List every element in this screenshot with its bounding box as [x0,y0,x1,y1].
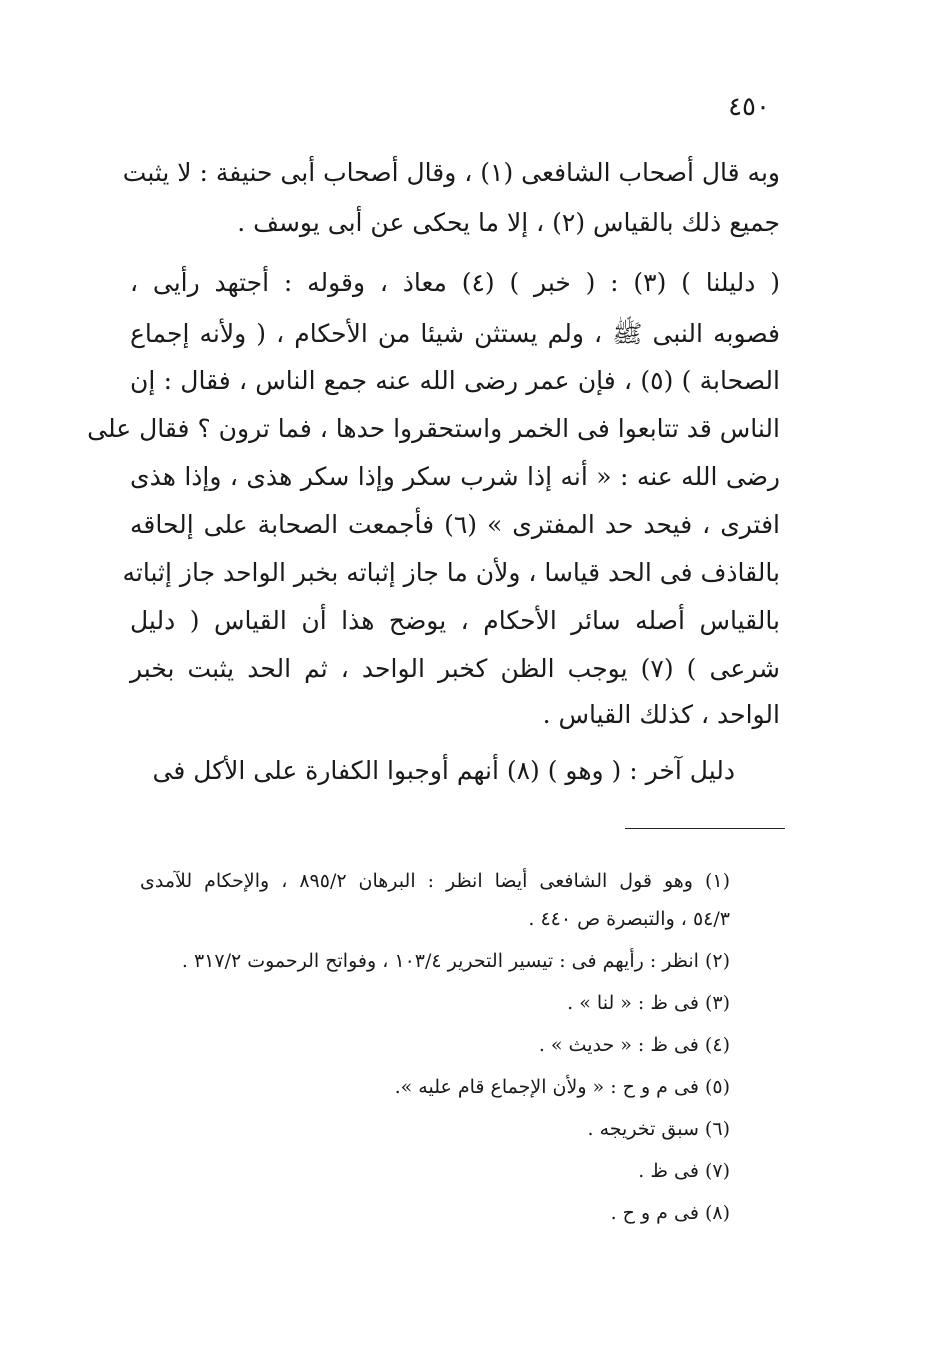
body-line: الناس قد تتابعوا فى الخمر واستحقروا حدها ، فما ترون ؟ فقال على [87,414,780,443]
body-line: جميع ذلك بالقياس (٢) ، إلا ما يحكى عن أبى يوسف . [237,208,780,237]
footnote-line: (٦) سبق تخريجه . [587,1118,730,1140]
footnote-line: (٨) فى م و ح . [610,1202,730,1224]
footnote-line: (٥) فى م و ح : « ولأن الإجماع قام عليه ». [394,1076,730,1098]
footnote-line: ٥٤/٣ ، والتبصرة ص ٤٤٠ . [528,908,730,930]
body-line: رضى الله عنه : « أنه إذا شرب سكر وإذا سكر هذى ، وإذا هذى [130,462,780,491]
body-line: شرعى ) (٧) يوجب الظن كخبر الواحد ، ثم الحد يثبت بخبر [130,654,780,683]
body-line: بالقياس أصله سائر الأحكام ، يوضح هذا أن القياس ( دليل [130,606,780,635]
body-line: ( دليلنا ) (٣) : ( خبر ) (٤) معاذ ، وقوله : أجتهد رأيى ، [130,268,780,297]
body-line: فصوبه النبى ﷺ ، ولم يستثن شيئا من الأحكام ، ( ولأنه إجماع [130,319,780,348]
body-line: بالقاذف فى الحد قياسا ، ولأن ما جاز إثباته بخبر الواحد جاز إثباته [122,558,780,587]
footnote-line: (٢) انظر : رأيهم فى : تيسير التحرير ١٠٣/٤ ، وفواتح الرحموت ٣١٧/٢ . [181,950,730,972]
body-line: وبه قال أصحاب الشافعى (١) ، وقال أصحاب أبى حنيفة : لا يثبت [122,158,780,187]
body-line: دليل آخر : ( وهو ) (٨) أنهم أوجبوا الكفارة على الأكل فى [152,756,735,785]
footnote-line: (٧) فى ظ . [638,1160,730,1182]
body-line: افترى ، فيحد حد المفترى » (٦) فأجمعت الصحابة على إلحاقه [130,510,780,539]
footnote-line: (٣) فى ظ : « لنا » . [567,992,730,1014]
footnote-line: (١) وهو قول الشافعى أيضا انظر : البرهان ٨٩٥/٢ ، والإحكام للآمدى [140,870,731,892]
page-number: ٤٥٠ [728,92,770,122]
body-line: الواحد ، كذلك القياس . [542,700,780,729]
body-line: الصحابة ) (٥) ، فإن عمر رضى الله عنه جمع الناس ، فقال : إن [130,366,781,395]
footnote-line: (٤) فى ظ : « حديث » . [538,1034,730,1056]
footnote-separator [625,828,785,829]
